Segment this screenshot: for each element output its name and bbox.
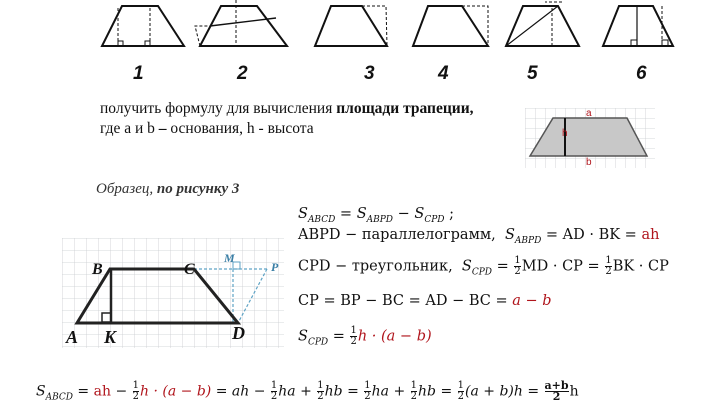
point-M: M bbox=[224, 251, 235, 265]
task-text bbox=[100, 99, 520, 139]
fraction-half: $\frac{1}{2}$ bbox=[350, 325, 357, 347]
formula-line-5: $S_{CPD}$ = $\frac{1}{2}$ h · (a − b) bbox=[298, 325, 432, 348]
task-line-2: где a и b – основания, h - высота bbox=[100, 120, 314, 137]
formula-line-2: ABPD − параллелограмм, $S_{ABPD}$ = AD · BK = ah bbox=[298, 227, 660, 246]
formula-line-3: CPD − треугольник, $S_{CPD}$ = $\frac{1}{2}$ MD · CP = $\frac{1}{2}$ BK · CP bbox=[298, 255, 669, 278]
point-K: K bbox=[104, 327, 117, 347]
figure-6-trapezoid bbox=[603, 6, 673, 46]
label-b: b bbox=[586, 157, 592, 168]
sample-heading: Образец, по рисунку 3 bbox=[96, 181, 240, 197]
figure-number-6: 6 bbox=[636, 63, 647, 84]
task-bold: площади трапеции, bbox=[336, 100, 474, 117]
figure-3-trapezoid bbox=[315, 6, 387, 46]
fraction-a-plus-b-over-2: $\frac{a+b}{2}$ bbox=[544, 379, 569, 403]
vertex-A: A bbox=[66, 327, 79, 347]
figure-2-trapezoid bbox=[195, 0, 287, 46]
label-h: h bbox=[562, 128, 568, 139]
formula-line-4: CP = BP − BC = AD − BC = a − b bbox=[298, 293, 552, 309]
figure-number-4: 4 bbox=[438, 63, 449, 84]
label-a: a bbox=[586, 108, 592, 119]
trapezoid-figures bbox=[0, 0, 720, 95]
main-trapezoid-figure bbox=[62, 238, 284, 348]
fraction-half: $\frac{1}{2}$ bbox=[605, 255, 612, 277]
figure-number-1: 1 bbox=[133, 63, 144, 84]
fraction-half: $\frac{1}{2}$ bbox=[514, 255, 521, 277]
formula-line-1: $S_{ABCD} = S_{ABPD} - S_{CPD}$ ; bbox=[298, 206, 455, 225]
figure-number-5: 5 bbox=[527, 63, 538, 84]
figure-4-trapezoid bbox=[413, 6, 488, 46]
point-P: P bbox=[271, 260, 279, 274]
formula-final: $S_{ABCD}$ = ah − $\frac{1}{2}$ h · (a − b) = ah − $\frac{1}{2}$ ha + $\frac{1}{2}$ hb = $\frac{1}{2}$ ha + $\frac{1}{2}$ hb = $\frac{1}{2}$ (a + b)h = $\frac{a+b}{2}$ h bbox=[36, 379, 579, 403]
task-line-1: получить формулу для вычисления площади трапеции, bbox=[100, 100, 474, 117]
figure-5-trapezoid bbox=[506, 2, 579, 46]
vertex-C: C bbox=[184, 261, 195, 278]
vertex-D: D bbox=[232, 323, 245, 343]
figure-number-2: 2 bbox=[237, 63, 248, 84]
figure-1-trapezoid bbox=[102, 6, 184, 46]
figure-number-3: 3 bbox=[364, 63, 375, 84]
vertex-B: B bbox=[92, 261, 103, 278]
